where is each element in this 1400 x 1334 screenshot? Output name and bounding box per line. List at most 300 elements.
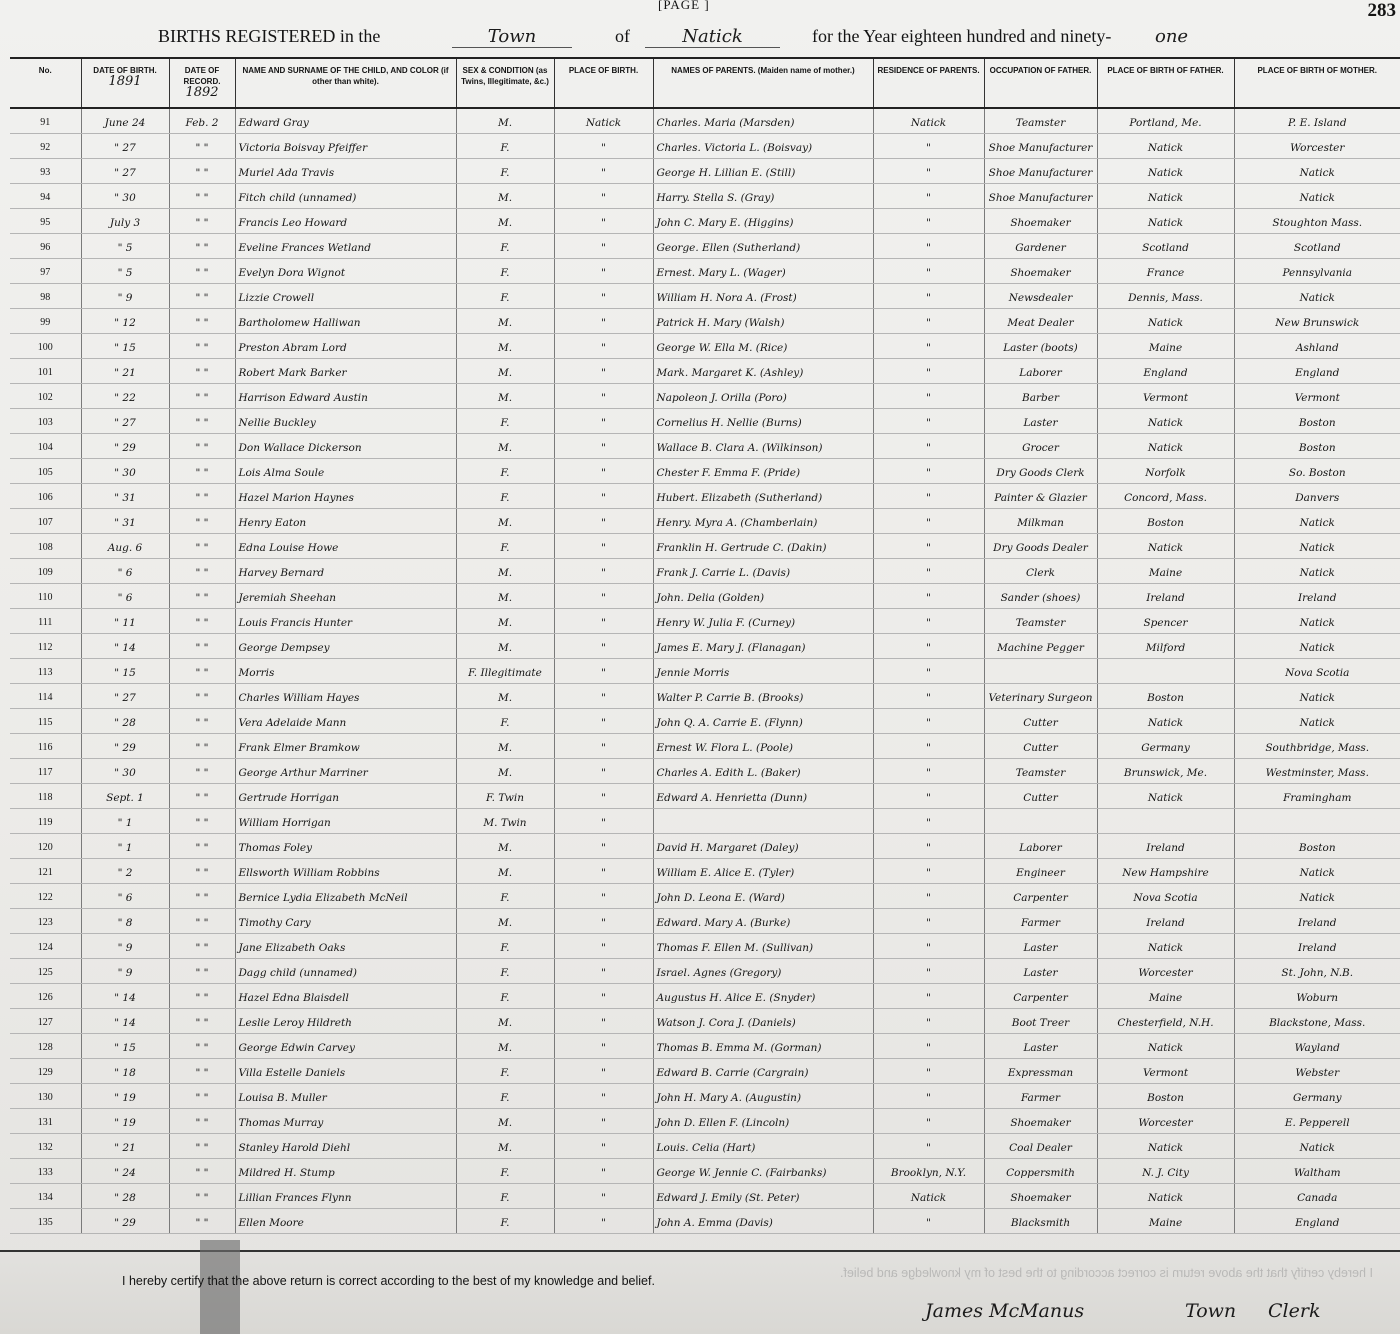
cell-no: 132 [10,1134,81,1159]
cell-birth-date: " 8 [81,909,169,934]
cell-birth-date: " 29 [81,1209,169,1234]
cell-residence: " [873,1209,984,1234]
cell-place-of-birth: " [554,1084,653,1109]
cell-child-name: Edna Louise Howe [235,534,456,559]
year-word: one [1155,26,1189,47]
cell-mother-birthplace: Southbridge, Mass. [1234,734,1400,759]
cell-residence: " [873,909,984,934]
cell-parents: Walter P. Carrie B. (Brooks) [653,684,873,709]
cell-record-date: " " [169,434,235,459]
cell-parents: John D. Leona E. (Ward) [653,884,873,909]
cell-residence: " [873,1034,984,1059]
cell-record-date: " " [169,884,235,909]
cell-child-name: Nellie Buckley [235,409,456,434]
cell-mother-birthplace: Natick [1234,159,1400,184]
table-row [10,1109,1400,1134]
table-row [10,434,1400,459]
cell-sex-condition: M. [456,309,554,334]
cell-child-name: Louis Francis Hunter [235,609,456,634]
birth-date-label: DATE OF BIRTH. [93,66,157,75]
cell-birth-date: " 27 [81,684,169,709]
cell-parents: Mark. Margaret K. (Ashley) [653,359,873,384]
cell-record-date: " " [169,1084,235,1109]
cell-child-name: Louisa B. Muller [235,1084,456,1109]
cell-child-name: Ellsworth William Robbins [235,859,456,884]
table-row [10,209,1400,234]
cell-residence: " [873,459,984,484]
col-header-parents: NAMES OF PARENTS. (Maiden name of mother.) [653,58,873,108]
cell-residence: Natick [873,108,984,134]
cell-place-of-birth: " [554,484,653,509]
cell-birth-date: " 1 [81,834,169,859]
cell-record-date: " " [169,809,235,834]
cell-occupation: Meat Dealer [984,309,1097,334]
cell-birth-date: " 5 [81,234,169,259]
cell-parents: Napoleon J. Orilla (Poro) [653,384,873,409]
col-header-mother-birth: PLACE OF BIRTH OF MOTHER. [1234,58,1400,108]
cell-occupation: Blacksmith [984,1209,1097,1234]
cell-no: 126 [10,984,81,1009]
cell-birth-date: " 6 [81,884,169,909]
cell-no: 127 [10,1009,81,1034]
cell-residence: " [873,309,984,334]
cell-place-of-birth: " [554,784,653,809]
cell-mother-birthplace: Ireland [1234,934,1400,959]
cell-child-name: Timothy Cary [235,909,456,934]
table-row [10,484,1400,509]
cell-occupation: Shoemaker [984,259,1097,284]
cell-parents: John H. Mary A. (Augustin) [653,1084,873,1109]
cell-residence: " [873,134,984,159]
cell-birth-date: " 6 [81,584,169,609]
cell-residence: " [873,859,984,884]
cell-place-of-birth: " [554,384,653,409]
cell-sex-condition: F. [456,1084,554,1109]
col-header-no: No. [10,58,81,108]
cell-mother-birthplace: Ireland [1234,909,1400,934]
cell-mother-birthplace: Ireland [1234,584,1400,609]
cell-record-date: " " [169,559,235,584]
cell-no: 101 [10,359,81,384]
cell-mother-birthplace: Natick [1234,684,1400,709]
cell-sex-condition: F. [456,159,554,184]
cell-parents: David H. Margaret (Daley) [653,834,873,859]
cell-record-date: " " [169,284,235,309]
table-row [10,559,1400,584]
cell-sex-condition: M. [456,1134,554,1159]
cell-parents: John D. Ellen F. (Lincoln) [653,1109,873,1134]
cell-residence: " [873,384,984,409]
municipality-type: Town [452,26,572,48]
cell-child-name: Charles William Hayes [235,684,456,709]
town-name: Natick [645,26,780,48]
cell-child-name: Hazel Edna Blaisdell [235,984,456,1009]
cell-father-birthplace: Scotland [1097,234,1234,259]
cell-occupation: Laborer [984,359,1097,384]
cell-sex-condition: F. [456,884,554,909]
table-row [10,284,1400,309]
cell-mother-birthplace: New Brunswick [1234,309,1400,334]
col-header-place: PLACE OF BIRTH. [554,58,653,108]
cell-no: 117 [10,759,81,784]
cell-place-of-birth: " [554,659,653,684]
cell-no: 94 [10,184,81,209]
table-row [10,759,1400,784]
cell-mother-birthplace: Natick [1234,884,1400,909]
cell-parents: Charles. Victoria L. (Boisvay) [653,134,873,159]
col-header-sex: SEX & CONDITION (as Twins, Illegitimate, &c.) [456,58,554,108]
cell-residence: " [873,634,984,659]
cell-child-name: Francis Leo Howard [235,209,456,234]
cell-parents: Louis. Celia (Hart) [653,1134,873,1159]
table-row [10,234,1400,259]
cell-occupation: Laborer [984,834,1097,859]
cell-father-birthplace: Natick [1097,534,1234,559]
cell-residence: " [873,434,984,459]
cell-parents: Watson J. Cora J. (Daniels) [653,1009,873,1034]
cell-birth-date: " 21 [81,359,169,384]
cell-record-date: " " [169,1034,235,1059]
cell-parents: Henry W. Julia F. (Curney) [653,609,873,634]
cell-occupation: Laster (boots) [984,334,1097,359]
table-row [10,108,1400,134]
cell-sex-condition: F. [456,234,554,259]
cell-occupation: Machine Pegger [984,634,1097,659]
table-row [10,809,1400,834]
certification-text: I hereby certify that the above return is correct according to the best of my knowledge and belief. [122,1274,655,1288]
cell-father-birthplace: Nova Scotia [1097,884,1234,909]
cell-place-of-birth: " [554,809,653,834]
cell-mother-birthplace: Boston [1234,834,1400,859]
cell-child-name: Henry Eaton [235,509,456,534]
cell-mother-birthplace: Webster [1234,1059,1400,1084]
cell-record-date: " " [169,1009,235,1034]
cell-no: 97 [10,259,81,284]
cell-sex-condition: M. [456,434,554,459]
cell-father-birthplace: Ireland [1097,584,1234,609]
birth-year: 1891 [108,74,142,89]
cell-sex-condition: M. [456,909,554,934]
cell-occupation: Teamster [984,609,1097,634]
cell-birth-date: " 15 [81,1034,169,1059]
cell-no: 118 [10,784,81,809]
cell-sex-condition: M. [456,634,554,659]
cell-record-date: " " [169,834,235,859]
cell-mother-birthplace: Waltham [1234,1159,1400,1184]
cell-father-birthplace: Natick [1097,409,1234,434]
cell-father-birthplace: Boston [1097,684,1234,709]
cell-record-date: " " [169,159,235,184]
cell-birth-date: " 2 [81,859,169,884]
cell-no: 96 [10,234,81,259]
cell-no: 120 [10,834,81,859]
cell-residence: " [873,734,984,759]
table-row [10,184,1400,209]
cell-child-name: George Arthur Marriner [235,759,456,784]
cell-father-birthplace: Natick [1097,159,1234,184]
cell-mother-birthplace: Vermont [1234,384,1400,409]
cell-residence: " [873,1059,984,1084]
cell-no: 134 [10,1184,81,1209]
cell-no: 107 [10,509,81,534]
cell-residence: " [873,1084,984,1109]
cell-occupation [984,809,1097,834]
cell-residence: " [873,809,984,834]
title-of-word: of [615,26,630,46]
cell-child-name: Edward Gray [235,108,456,134]
cell-occupation: Laster [984,1034,1097,1059]
cell-birth-date: " 5 [81,259,169,284]
cell-birth-date: " 22 [81,384,169,409]
cell-no: 115 [10,709,81,734]
cell-place-of-birth: " [554,934,653,959]
cell-residence: " [873,984,984,1009]
cell-no: 121 [10,859,81,884]
cell-parents: Frank J. Carrie L. (Davis) [653,559,873,584]
cell-no: 103 [10,409,81,434]
page-top-label: [PAGE ] [658,0,710,12]
cell-sex-condition: F. [456,1159,554,1184]
register-rows [10,108,1400,1234]
table-row [10,159,1400,184]
cell-father-birthplace: Natick [1097,934,1234,959]
cell-residence: " [873,584,984,609]
cell-no: 108 [10,534,81,559]
cell-no: 119 [10,809,81,834]
cell-occupation: Cutter [984,709,1097,734]
cell-father-birthplace: Milford [1097,634,1234,659]
cell-record-date: " " [169,734,235,759]
cell-parents: George. Ellen (Sutherland) [653,234,873,259]
cell-place-of-birth: " [554,284,653,309]
cell-birth-date: " 9 [81,284,169,309]
col-header-father-birth: PLACE OF BIRTH OF FATHER. [1097,58,1234,108]
cell-mother-birthplace: Danvers [1234,484,1400,509]
cell-no: 123 [10,909,81,934]
table-row [10,859,1400,884]
cell-place-of-birth: " [554,759,653,784]
cell-mother-birthplace: Canada [1234,1184,1400,1209]
cell-child-name: William Horrigan [235,809,456,834]
cell-no: 91 [10,108,81,134]
cell-parents: Edward B. Carrie (Cargrain) [653,1059,873,1084]
cell-child-name: Evelyn Dora Wignot [235,259,456,284]
cell-child-name: Thomas Foley [235,834,456,859]
cell-sex-condition: F. [456,459,554,484]
cell-occupation: Coal Dealer [984,1134,1097,1159]
cell-father-birthplace: Natick [1097,784,1234,809]
cell-record-date: " " [169,359,235,384]
col-header-record-date [169,58,235,108]
cell-child-name: Dagg child (unnamed) [235,959,456,984]
cell-mother-birthplace: Woburn [1234,984,1400,1009]
cell-residence: " [873,334,984,359]
cell-place-of-birth: " [554,734,653,759]
cell-record-date: " " [169,1109,235,1134]
cell-birth-date: " 14 [81,1009,169,1034]
table-row [10,1209,1400,1234]
cell-child-name: Stanley Harold Diehl [235,1134,456,1159]
cell-place-of-birth: " [554,959,653,984]
table-row [10,259,1400,284]
cell-father-birthplace: Maine [1097,559,1234,584]
cell-child-name: Don Wallace Dickerson [235,434,456,459]
cell-residence: " [873,534,984,559]
cell-birth-date: " 30 [81,184,169,209]
cell-no: 95 [10,209,81,234]
cell-child-name: Robert Mark Barker [235,359,456,384]
title-prefix: BIRTHS REGISTERED in the [158,26,381,46]
cell-father-birthplace: Natick [1097,1034,1234,1059]
cell-place-of-birth: " [554,684,653,709]
cell-birth-date: " 19 [81,1109,169,1134]
cell-parents: Edward J. Emily (St. Peter) [653,1184,873,1209]
cell-no: 124 [10,934,81,959]
cell-no: 109 [10,559,81,584]
cell-child-name: Thomas Murray [235,1109,456,1134]
cell-birth-date: " 31 [81,484,169,509]
cell-record-date: " " [169,584,235,609]
table-row [10,984,1400,1009]
cell-father-birthplace: Germany [1097,734,1234,759]
cell-parents: Jennie Morris [653,659,873,684]
cell-record-date: " " [169,709,235,734]
cell-sex-condition: F. [456,1209,554,1234]
cell-parents: William H. Nora A. (Frost) [653,284,873,309]
col-header-birth-date [81,58,169,108]
certification-footer [0,1250,1400,1334]
record-date-label: DATE OF RECORD. [183,66,221,86]
col-header-name: NAME AND SURNAME OF THE CHILD, AND COLOR (if other than white). [235,58,456,108]
cell-father-birthplace [1097,659,1234,684]
page-title [0,20,1400,54]
cell-place-of-birth: " [554,209,653,234]
cell-residence: " [873,659,984,684]
cell-birth-date: " 27 [81,159,169,184]
cell-record-date: " " [169,384,235,409]
cell-residence: " [873,759,984,784]
cell-no: 111 [10,609,81,634]
cell-sex-condition: M. [456,584,554,609]
cell-record-date: " " [169,659,235,684]
cell-place-of-birth: " [554,434,653,459]
cell-place-of-birth: " [554,1209,653,1234]
cell-child-name: Villa Estelle Daniels [235,1059,456,1084]
cell-sex-condition: M. [456,1034,554,1059]
table-row [10,334,1400,359]
table-row [10,609,1400,634]
cell-birth-date: " 28 [81,1184,169,1209]
cell-child-name: Lois Alma Soule [235,459,456,484]
cell-parents: John A. Emma (Davis) [653,1209,873,1234]
cell-occupation: Farmer [984,1084,1097,1109]
cell-parents: James E. Mary J. (Flanagan) [653,634,873,659]
cell-child-name: Preston Abram Lord [235,334,456,359]
table-row [10,1134,1400,1159]
cell-place-of-birth: " [554,234,653,259]
cell-mother-birthplace: England [1234,1209,1400,1234]
cell-sex-condition: F. [456,284,554,309]
cell-sex-condition: F. [456,934,554,959]
cell-record-date: " " [169,459,235,484]
cell-sex-condition: F. [456,534,554,559]
cell-place-of-birth: " [554,1059,653,1084]
cell-father-birthplace: France [1097,259,1234,284]
table-row [10,884,1400,909]
table-row [10,1009,1400,1034]
cell-record-date: " " [169,934,235,959]
cell-record-date: " " [169,1134,235,1159]
cell-residence: " [873,1109,984,1134]
cell-parents: George H. Lillian E. (Still) [653,159,873,184]
cell-occupation: Newsdealer [984,284,1097,309]
page-number: 283 [1367,0,1396,21]
cell-birth-date: " 31 [81,509,169,534]
cell-occupation: Sander (shoes) [984,584,1097,609]
cell-no: 105 [10,459,81,484]
cell-place-of-birth: " [554,359,653,384]
cell-occupation: Carpenter [984,884,1097,909]
cell-place-of-birth: " [554,1184,653,1209]
cell-residence: " [873,184,984,209]
cell-sex-condition: M. [456,759,554,784]
cell-father-birthplace: Natick [1097,134,1234,159]
cell-record-date: " " [169,184,235,209]
cell-father-birthplace: Vermont [1097,384,1234,409]
cell-place-of-birth: " [554,1134,653,1159]
cell-no: 125 [10,959,81,984]
cell-residence: Natick [873,1184,984,1209]
cell-no: 112 [10,634,81,659]
cell-father-birthplace: Dennis, Mass. [1097,284,1234,309]
table-row [10,959,1400,984]
cell-child-name: George Edwin Carvey [235,1034,456,1059]
cell-residence: " [873,884,984,909]
cell-child-name: Bernice Lydia Elizabeth McNeil [235,884,456,909]
cell-place-of-birth: " [554,534,653,559]
cell-occupation: Dry Goods Dealer [984,534,1097,559]
cell-no: 92 [10,134,81,159]
cell-sex-condition: F. [456,484,554,509]
cell-occupation: Shoe Manufacturer [984,134,1097,159]
cell-place-of-birth: " [554,1109,653,1134]
table-row [10,509,1400,534]
cell-mother-birthplace: Natick [1234,859,1400,884]
cell-child-name: Mildred H. Stump [235,1159,456,1184]
cell-residence: " [873,234,984,259]
cell-father-birthplace [1097,809,1234,834]
cell-father-birthplace: England [1097,359,1234,384]
cell-birth-date: " 9 [81,959,169,984]
cell-father-birthplace: Maine [1097,984,1234,1009]
cell-mother-birthplace: Boston [1234,434,1400,459]
table-row [10,134,1400,159]
cell-mother-birthplace: Wayland [1234,1034,1400,1059]
cell-occupation: Coppersmith [984,1159,1097,1184]
cell-residence: " [873,609,984,634]
cell-parents: Patrick H. Mary (Walsh) [653,309,873,334]
cell-occupation: Painter & Glazier [984,484,1097,509]
cell-birth-date: " 24 [81,1159,169,1184]
cell-no: 133 [10,1159,81,1184]
cell-record-date: " " [169,909,235,934]
cell-place-of-birth: " [554,1159,653,1184]
cell-occupation: Gardener [984,234,1097,259]
cell-record-date: " " [169,209,235,234]
cell-place-of-birth: " [554,1009,653,1034]
cell-mother-birthplace: Natick [1234,609,1400,634]
cell-occupation: Barber [984,384,1097,409]
